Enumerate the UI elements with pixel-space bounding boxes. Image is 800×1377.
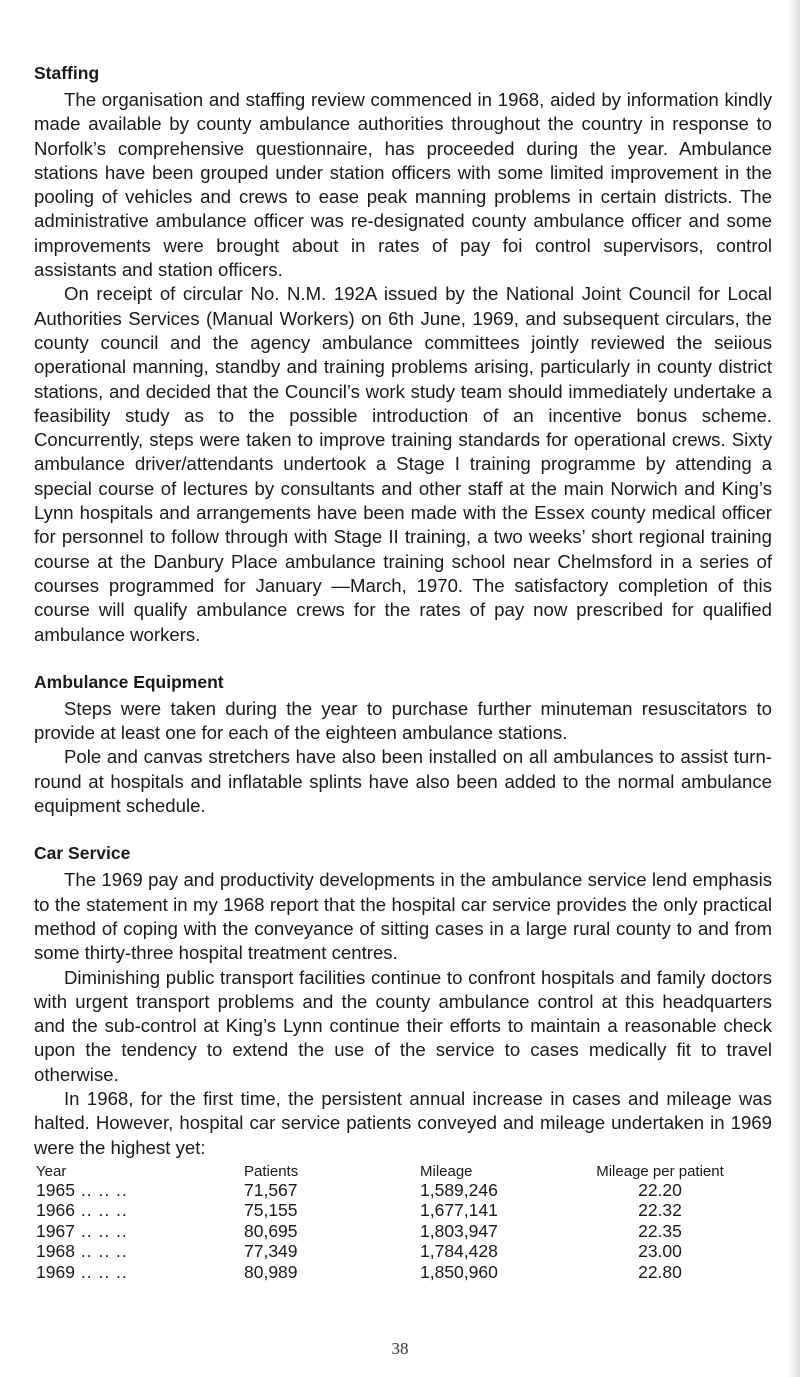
table-row xyxy=(34,1241,760,1262)
staffing-heading: Staffing xyxy=(34,63,100,83)
year-cell: 1969 xyxy=(36,1261,75,1282)
car-service-paragraph-1: The 1969 pay and productivity developments in the ambulance service lend emphasis to the statement in my 1968 report that the hospital car service provides the only practical method of coping with the conveyance of sitting cases in a large rural county to and from some thirty-three hospital treatment centres. xyxy=(34,869,772,964)
table-header-row xyxy=(34,1164,760,1180)
equipment-paragraph-1: Steps were taken during the year to purchase further minuteman resuscitators to provide at least one for each of the eighteen ambulance stations. xyxy=(34,697,772,744)
car-service-table xyxy=(34,1164,760,1283)
header-mileage-per-patient: Mileage per patient xyxy=(596,1162,724,1180)
mileage-cell: 1,589,246 xyxy=(420,1179,498,1200)
year-cell: 1965 xyxy=(36,1179,75,1200)
document-page xyxy=(34,62,772,1282)
equipment-section xyxy=(34,671,772,818)
leader-dots: .. .. .. xyxy=(80,1200,128,1221)
page-edge-shadow xyxy=(788,0,800,1377)
per-patient-cell: 22.32 xyxy=(638,1200,682,1221)
table-row xyxy=(34,1221,760,1242)
table-row xyxy=(34,1200,760,1221)
mileage-cell: 1,850,960 xyxy=(420,1261,498,1282)
mileage-cell: 1,784,428 xyxy=(420,1241,498,1262)
per-patient-cell: 23.00 xyxy=(638,1241,682,1262)
staffing-paragraph-2: On receipt of circular No. N.M. 192A issued by the National Joint Council for Local Authorities Services (Manual Workers) on 6th June, 1969, and subsequent circulars, the county council and the agency ambulance committees jointly reviewed the seiious operational manning, standby and training problems arising, particularly in county district stations, and decided that the Council’s work study team should immediately undertake a feasibility study as to the possible introduction of an incentive bonus scheme. Concurrently, steps were taken to improve training standards for operational crews. Sixty ambulance driver/attendants undertook a Stage I training programme by attending a special course of lectures by consultants and other staff at the main Norwich and King’s Lynn hospitals and arrangements have been made with the Essex county medical officer for personnel to follow through with Stage II training, a two weeks’ short regional training course at the Danbury Place ambulance training school near Chelmsford in a series of courses programmed for January —March, 1970. The satisfactory completion of this course will qualify ambulance crews for the rates of pay now prescribed for qualified ambulance workers. xyxy=(34,283,772,645)
patients-cell: 80,989 xyxy=(244,1261,298,1282)
header-mileage: Mileage xyxy=(420,1162,473,1180)
leader-dots: .. .. .. xyxy=(80,1241,128,1262)
equipment-paragraph-2: Pole and canvas stretchers have also been installed on all ambulances to assist turn-round at hospitals and inflatable splints have also been added to the normal ambulance equipment schedule. xyxy=(34,746,772,817)
leader-dots: .. .. .. xyxy=(80,1261,128,1282)
patients-cell: 77,349 xyxy=(244,1241,298,1262)
patients-cell: 71,567 xyxy=(244,1179,298,1200)
car-service-section xyxy=(34,842,772,1160)
table-row xyxy=(34,1180,760,1201)
per-patient-cell: 22.20 xyxy=(638,1179,682,1200)
patients-cell: 75,155 xyxy=(244,1200,298,1221)
mileage-cell: 1,677,141 xyxy=(420,1200,498,1221)
per-patient-cell: 22.35 xyxy=(638,1220,682,1241)
car-service-heading: Car Service xyxy=(34,843,131,864)
header-patients: Patients xyxy=(244,1162,299,1180)
header-year: Year xyxy=(36,1162,67,1180)
year-cell: 1968 xyxy=(36,1241,75,1262)
patients-cell: 80,695 xyxy=(244,1220,298,1241)
equipment-heading: Ambulance Equipment xyxy=(34,671,224,692)
per-patient-cell: 22.80 xyxy=(638,1261,682,1282)
page-number: 38 xyxy=(391,1339,409,1358)
leader-dots: .. .. .. xyxy=(80,1179,128,1200)
leader-dots: .. .. .. xyxy=(80,1220,128,1241)
car-service-paragraph-3: In 1968, for the first time, the persistent annual increase in cases and mileage was halted. However, hospital car service patients conveyed and mileage undertaken in 1969 were the highest yet: xyxy=(34,1087,772,1158)
staffing-paragraph-1: The organisation and staffing review commenced in 1968, aided by information kindly made available by county ambulance authorities throughout the country in response to Norfolk’s comprehensive questionnaire, has proceeded during the year. Ambulance stations have been grouped under station officers with some limited improvement in the pooling of vehicles and crews to ease peak manning problems in certain districts. The administrative ambulance officer was re-designated county ambulance officer and some improvements were brought about in rates of pay foi control supervisors, control assistants and station officers. xyxy=(34,89,772,281)
mileage-cell: 1,803,947 xyxy=(420,1220,498,1241)
staffing-section xyxy=(34,62,772,647)
table-row xyxy=(34,1262,760,1283)
year-cell: 1966 xyxy=(36,1200,75,1221)
car-service-paragraph-2: Diminishing public transport facilities continue to confront hospitals and family doctors with urgent transport problems and the county ambulance control at this headquarters and the sub-control at King’s Lynn continue their efforts to maintain a reasonable check upon the tendency to extend the use of the service to cases medically fit to travel otherwise. xyxy=(34,966,772,1085)
year-cell: 1967 xyxy=(36,1220,75,1241)
